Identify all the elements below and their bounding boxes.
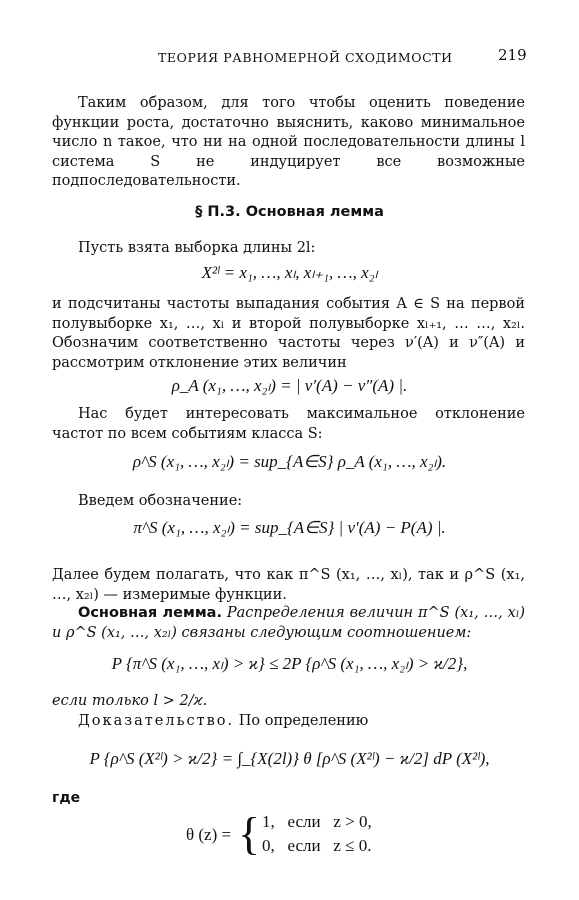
lemma-condition: если только l > 2/ϰ. [52, 693, 208, 709]
where-label: где [52, 790, 81, 806]
paragraph-intro: Таким образом, для того чтобы оценить поведение функции роста, достаточно выяснить, каково минимальное число n такое, что ни на одной последовательности длины l система S не индуцирует все возможные подпоследовательности. [52, 95, 525, 189]
proof-text: По определению [238, 713, 369, 729]
paragraph-measurable: Далее будем полагать, что как π^S (x₁, …, xₗ), так и ρ^S (x₁, …, x₂ₗ) — измеримые функции. [52, 567, 525, 603]
lemma-text: Распределения величин π^S (x₁, …, xₗ) и ρ^S (x₁, …, x₂ₗ) связаны следующим соотношением: [52, 605, 525, 641]
section-title: § П.3. Основная лемма [195, 204, 384, 220]
brace-icon: { [238, 808, 261, 859]
running-title: ТЕОРИЯ РАВНОМЕРНОЙ СХОДИМОСТИ [158, 50, 453, 65]
paragraph-max-deviation: Нас будет интересовать максимальное отклонение частот по всем событиям класса S: [52, 406, 525, 442]
formula-pi-sup: π^S (x₁, …, x₂ₗ) = sup_{A∈S} | ν′(A) − P(A) |. [133, 518, 446, 537]
proof-intro [52, 712, 525, 732]
theta-case-nonpositive: 0, если z ≤ 0. [262, 836, 372, 855]
formula-lemma-inequality: P {π^S (x₁, …, xₗ) > ϰ} ≤ 2P {ρ^S (x₁, …, x₂ₗ) > ϰ/2}, [111, 654, 468, 673]
lemma-statement [52, 604, 525, 643]
proof-heading: Доказательство. [78, 713, 235, 729]
formula-deviation: ρ_A (x₁, …, x₂ₗ) = | ν′(A) − ν″(A) |. [171, 376, 408, 395]
formula-sample: X²ˡ = x₁, …, xₗ, xₗ₊₁, …, x₂ₗ [201, 263, 378, 282]
page-number: 219 [498, 46, 527, 64]
formula-proof-integral: P {ρ^S (X²ˡ) > ϰ/2} = ∫_{X(2l)} θ [ρ^S (X²ˡ) − ϰ/2] dP (X²ˡ), [89, 749, 490, 768]
lemma-heading: Основная лемма. [78, 605, 222, 621]
paragraph-frequencies: и подсчитаны частоты выпадания события A ∈ S на первой полувыборке x₁, …, xₗ и второй полувыборке xₗ₊₁, … …, x₂ₗ. Обозначим соответственно частоты через ν′(A) и ν″(A) и рассмотрим отклонение этих величин [52, 296, 525, 371]
theta-lhs: θ (z) = [186, 825, 232, 844]
paragraph-notation: Введем обозначение: [78, 493, 243, 509]
formula-rho-sup: ρ^S (x₁, …, x₂ₗ) = sup_{A∈S} ρ_A (x₁, …, x₂ₗ). [132, 452, 447, 471]
theta-case-positive: 1, если z > 0, [262, 812, 372, 831]
paragraph-sample: Пусть взята выборка длины 2l: [78, 240, 316, 256]
